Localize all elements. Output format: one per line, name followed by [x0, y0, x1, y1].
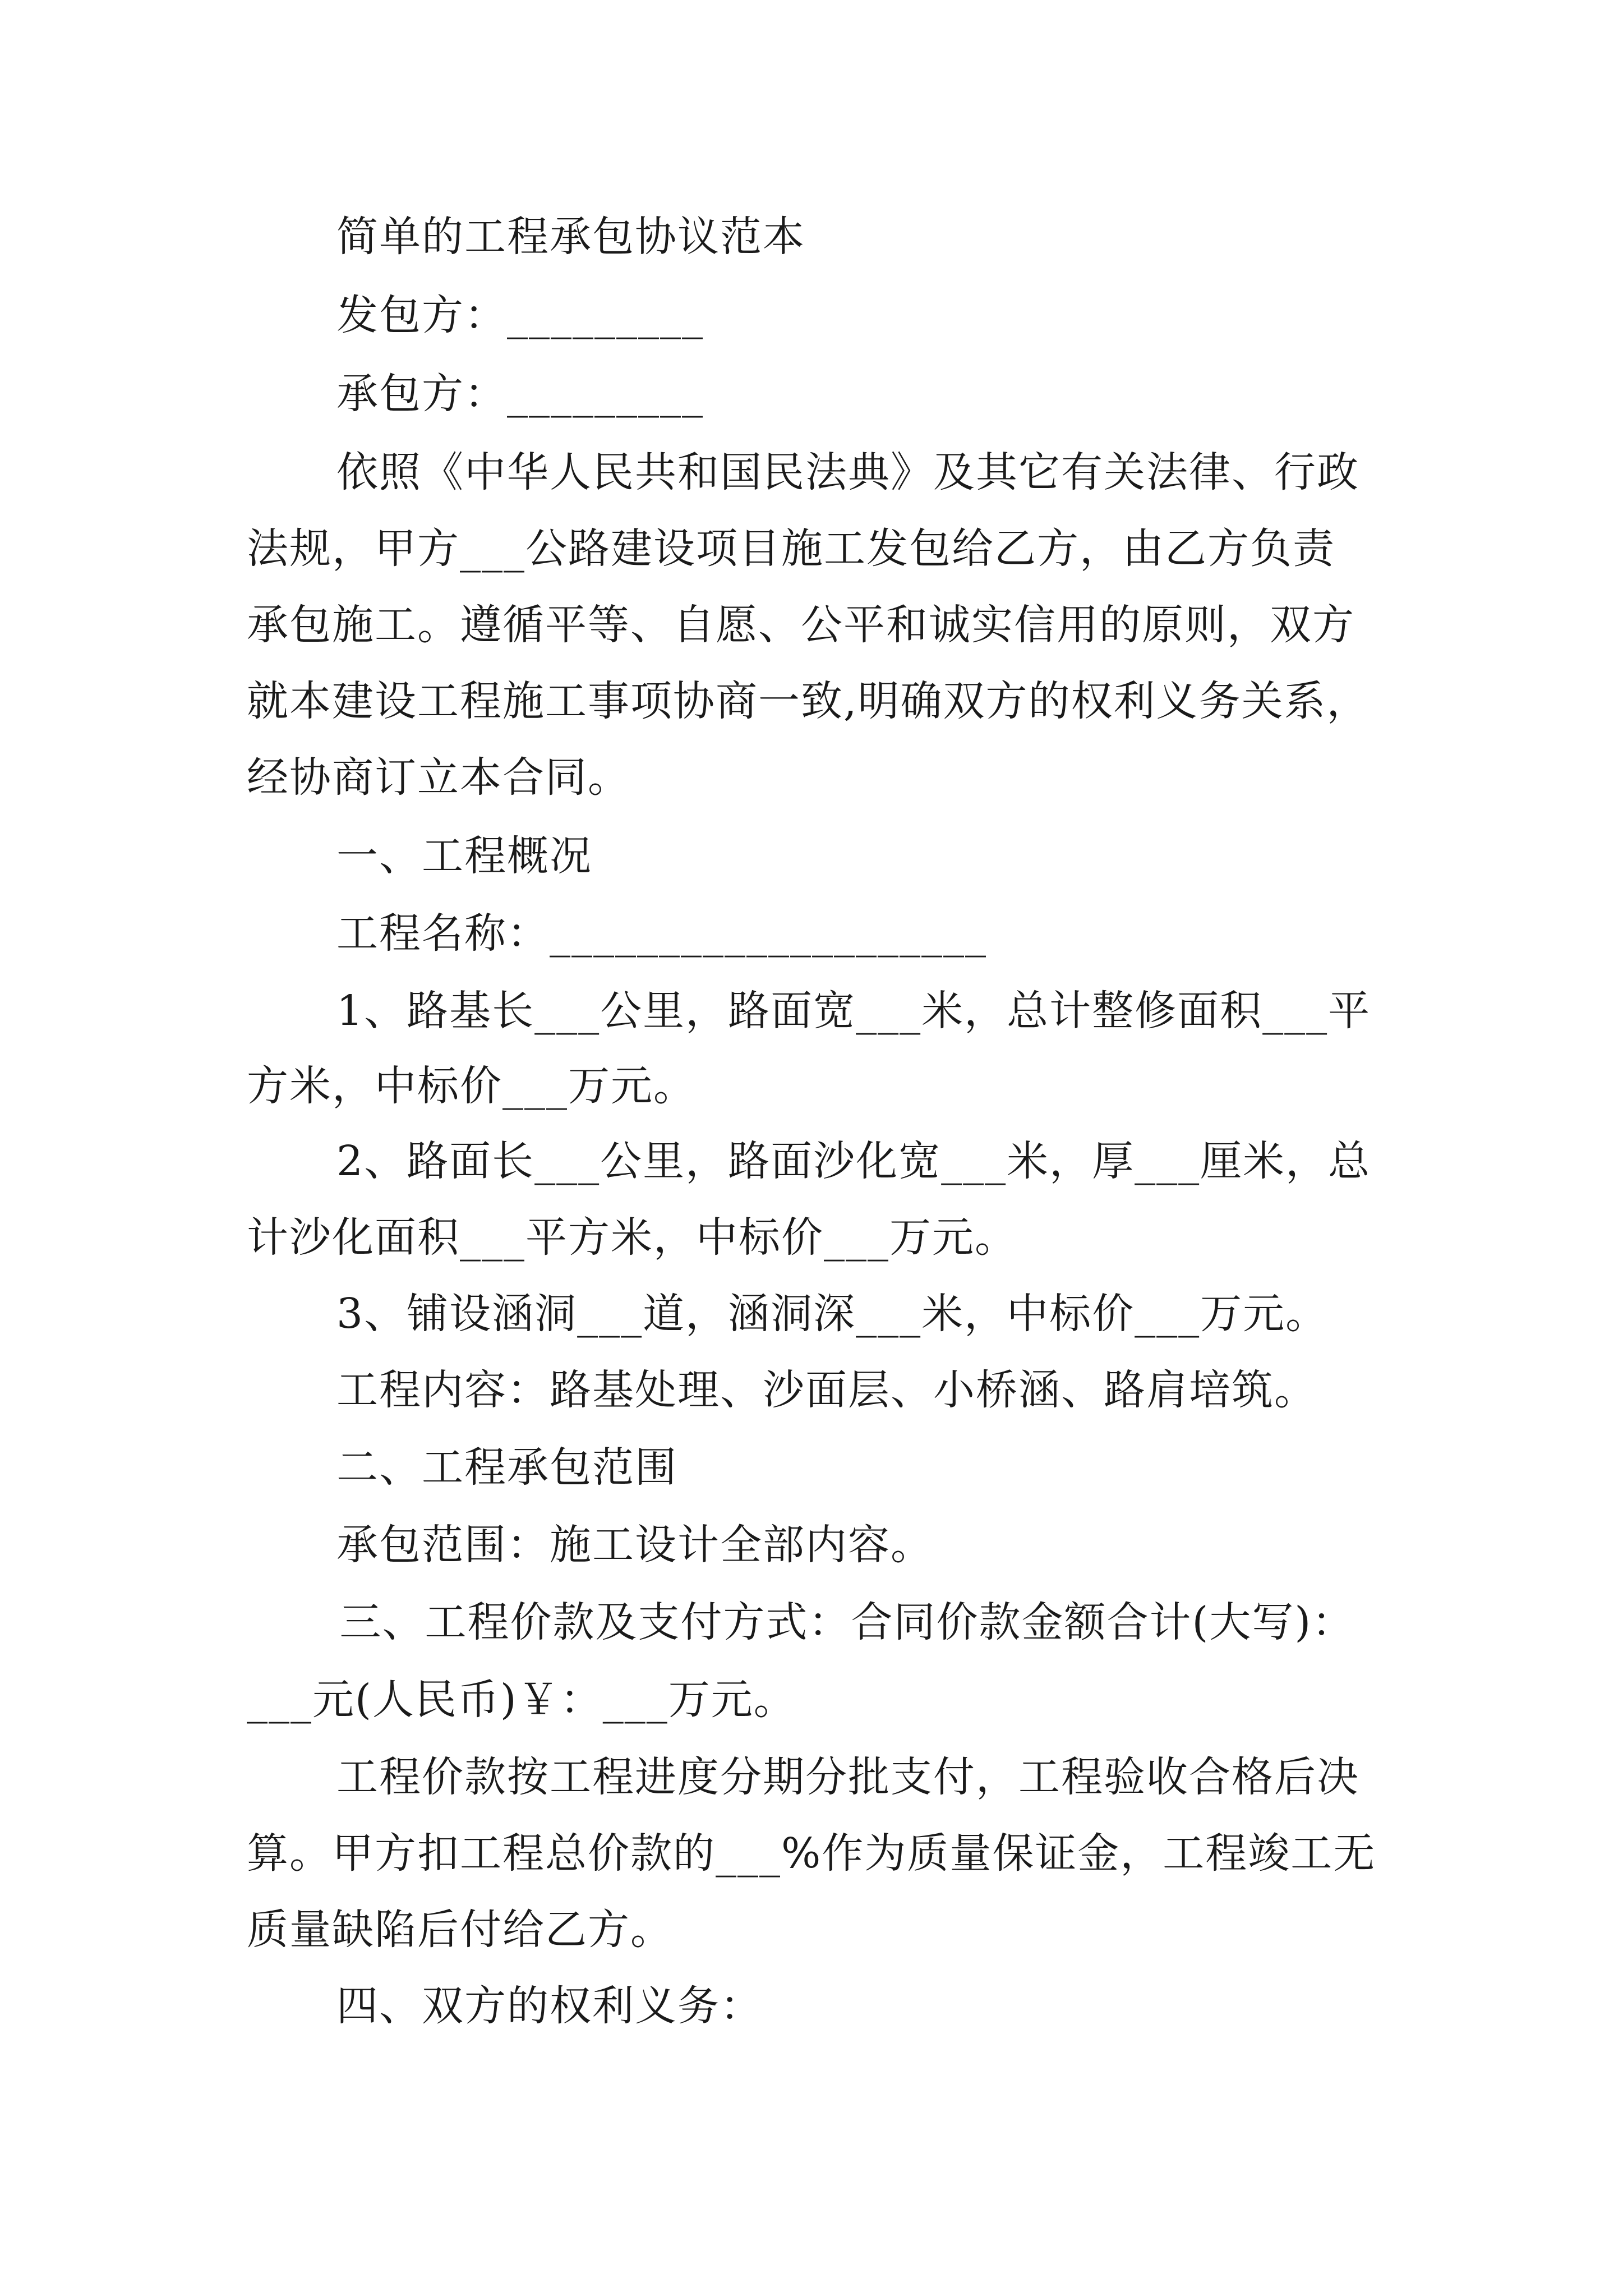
paragraph-line: 承包范围：施工设计全部内容。: [336, 1521, 933, 1569]
paragraph-line: 工程价款按工程进度分期分批支付，工程验收合格后决: [336, 1753, 1359, 1801]
paragraph-line: 3、铺设涵洞___道，涵洞深___米，中标价___万元。: [336, 1290, 1329, 1338]
paragraph-line: 方米，中标价___万元。: [247, 1062, 696, 1110]
section-heading: 四、双方的权利义务：: [336, 1982, 763, 2030]
paragraph-line: 2、路面长___公里，路面沙化宽___米，厚___厘米，总: [336, 1137, 1371, 1185]
section-heading: 三、工程价款及支付方式：合同价款金额合计(大写)：: [325, 1598, 1355, 1646]
paragraph-line: 算。甲方扣工程总价款的___%作为质量保证金，工程竣工无: [247, 1829, 1376, 1878]
paragraph-line: 承包施工。遵循平等、自愿、公平和诚实信用的原则，双方: [247, 601, 1355, 649]
paragraph-line: 1、路基长___公里，路面宽___米，总计整修面积___平: [336, 987, 1371, 1035]
paragraph-line: ___元(人民币)￥：___万元。: [247, 1676, 796, 1724]
contractor-field: 承包方：_________: [336, 370, 704, 418]
paragraph-line: 工程内容：路基处理、沙面层、小桥涵、路肩培筑。: [336, 1366, 1317, 1414]
employer-field: 发包方：_________: [336, 291, 704, 339]
project-name-field: 工程名称：____________________: [336, 909, 987, 958]
paragraph-line: 依照《中华人民共和国民法典》及其它有关法律、行政: [336, 448, 1359, 496]
paragraph-line: 就本建设工程施工事项协商一致,明确双方的权利义务关系，: [247, 677, 1370, 725]
paragraph-line: 质量缺陷后付给乙方。: [247, 1906, 673, 1954]
paragraph-line: 经协商订立本合同。: [247, 753, 630, 802]
paragraph-line: 计沙化面积___平方米，中标价___万元。: [247, 1213, 1017, 1262]
document-title: 简单的工程承包协议范本: [336, 213, 805, 261]
paragraph-line: 法规，甲方___公路建设项目施工发包给乙方，由乙方负责: [247, 524, 1335, 573]
section-heading: 二、工程承包范围: [336, 1443, 677, 1492]
section-heading: 一、工程概况: [336, 832, 592, 880]
